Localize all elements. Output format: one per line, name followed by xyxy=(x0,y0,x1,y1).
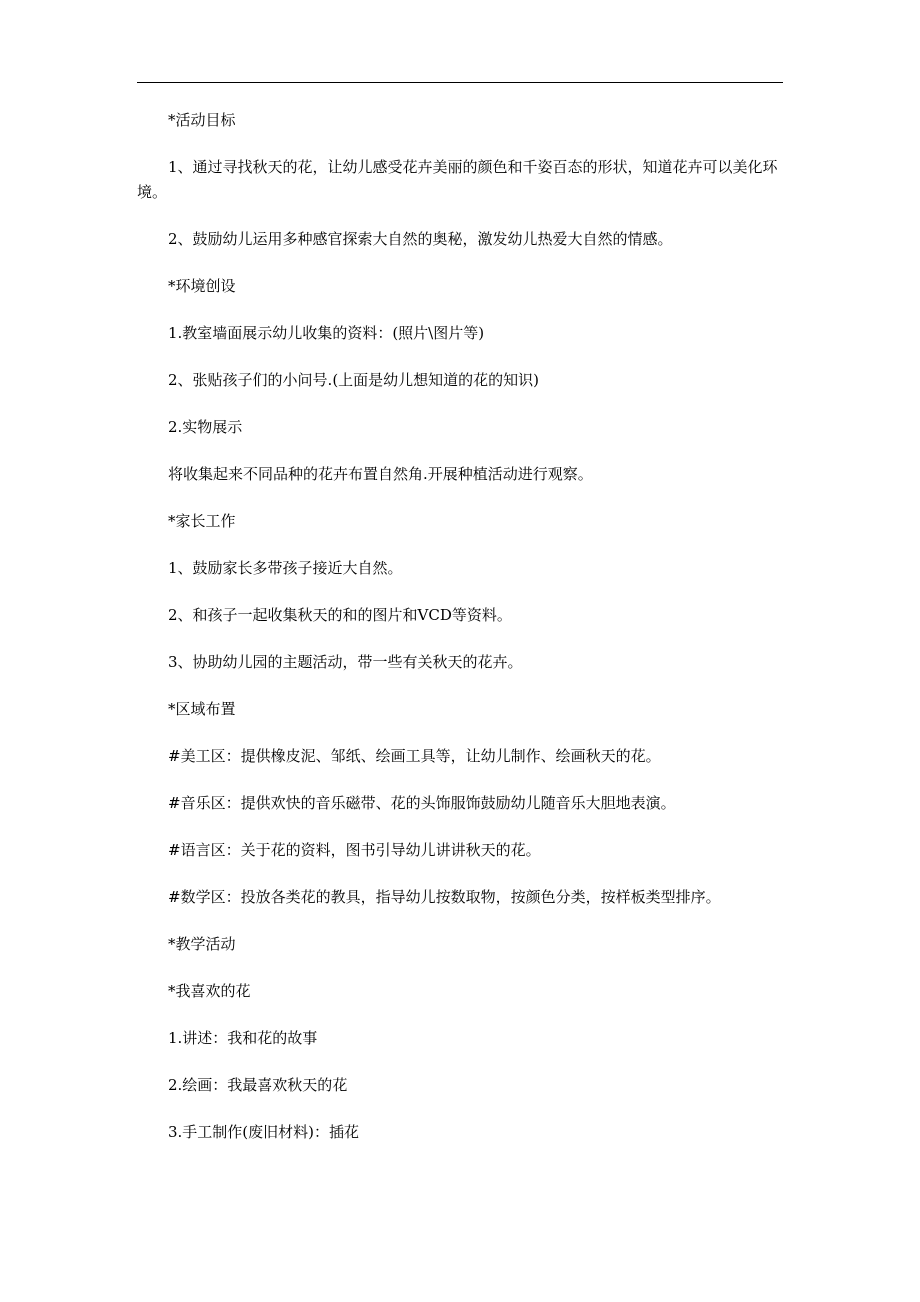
paragraph-area-art: #美工区：提供橡皮泥、邹纸、绘画工具等，让幼儿制作、绘画秋天的花。 xyxy=(168,747,661,765)
section-heading-parents: *家长工作 xyxy=(168,512,236,530)
paragraph-area-math: #数学区：投放各类花的教具，指导幼儿按数取物，按颜色分类，按样板类型排序。 xyxy=(168,888,721,906)
section-heading-favorite-flower: *我喜欢的花 xyxy=(168,982,251,1000)
section-heading-activity-goals: *活动目标 xyxy=(168,111,236,129)
paragraph-environment-2: 2、张贴孩子们的小问号.(上面是幼儿想知道的花的知识) xyxy=(168,371,540,389)
paragraph-area-music: #音乐区：提供欢快的音乐磁带、花的头饰服饰鼓励幼儿随音乐大胆地表演。 xyxy=(168,794,676,812)
header-rule xyxy=(137,82,783,83)
paragraph-parents-3: 3、协助幼儿园的主题活动，带一些有关秋天的花卉。 xyxy=(168,653,523,671)
paragraph-goal-1: 1、通过寻找秋天的花，让幼儿感受花卉美丽的颜色和千姿百态的形状，知道花卉可以美化环境。 xyxy=(137,158,778,201)
paragraph-parents-2: 2、和孩子一起收集秋天的和的图片和VCD等资料。 xyxy=(168,606,512,624)
paragraph-goal-2: 2、鼓励幼儿运用多种感官探索大自然的奥秘，激发幼儿热爱大自然的情感。 xyxy=(168,230,673,248)
paragraph-teaching-3: 3.手工制作(废旧材料)：插花 xyxy=(168,1123,360,1141)
section-heading-environment: *环境创设 xyxy=(168,277,236,295)
paragraph-environment-4: 将收集起来不同品种的花卉布置自然角.开展种植活动进行观察。 xyxy=(168,465,593,483)
paragraph-teaching-2: 2.绘画：我最喜欢秋天的花 xyxy=(168,1076,348,1094)
paragraph-teaching-1: 1.讲述：我和花的故事 xyxy=(168,1029,318,1047)
section-heading-areas: *区域布置 xyxy=(168,700,236,718)
document-body xyxy=(137,108,783,1167)
section-heading-teaching: *教学活动 xyxy=(168,935,236,953)
paragraph-environment-1: 1.教室墙面展示幼儿收集的资料：(照片\图片等) xyxy=(168,324,485,342)
paragraph-area-language: #语言区：关于花的资料，图书引导幼儿讲讲秋天的花。 xyxy=(168,841,541,859)
paragraph-environment-3: 2.实物展示 xyxy=(168,418,243,436)
paragraph-parents-1: 1、鼓励家长多带孩子接近大自然。 xyxy=(168,559,403,577)
